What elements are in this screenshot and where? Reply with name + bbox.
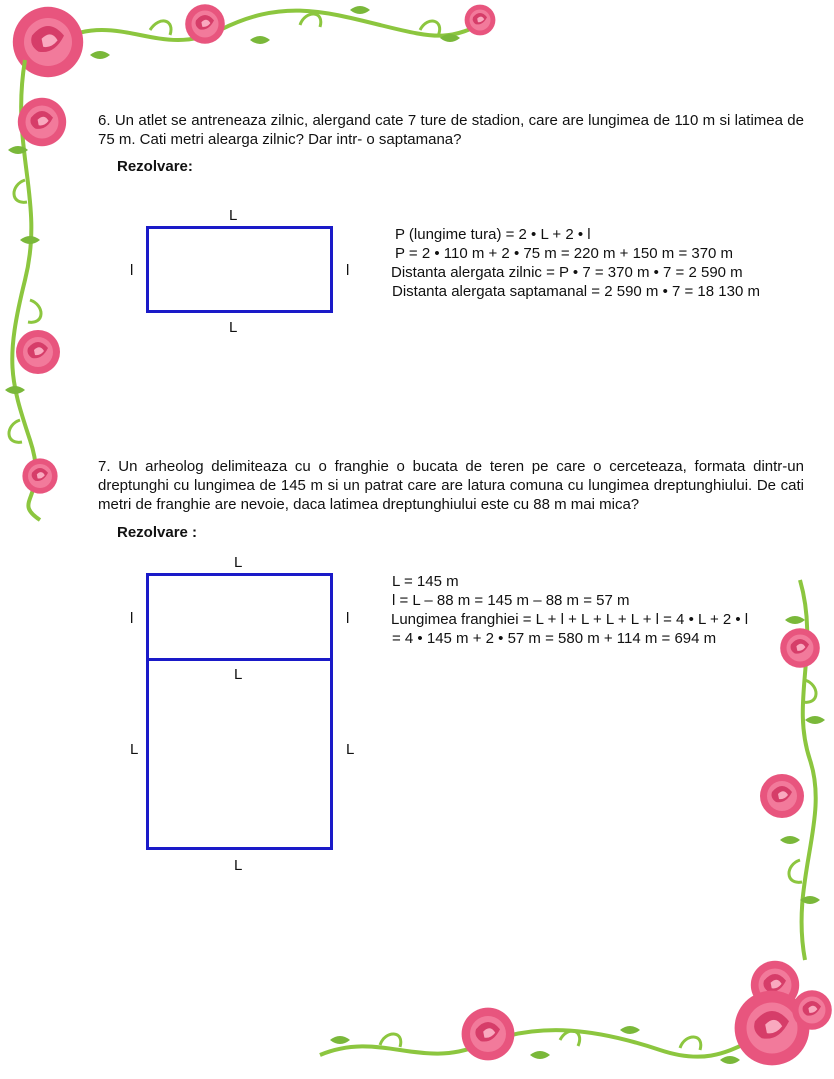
problem-6-solution-line-2: P = 2 • 110 m + 2 • 75 m = 220 m + 150 m = 370 m xyxy=(395,245,734,262)
problem-7-solution-line-4: = 4 • 145 m + 2 • 57 m = 580 m + 114 m = 694 m xyxy=(392,630,717,647)
problem-6-solution-line-1: P (lungime tura) = 2 • L + 2 • l xyxy=(395,226,591,243)
problem-7-label-square-right: L xyxy=(346,741,355,758)
problem-6-heading: Rezolvare: xyxy=(117,158,193,175)
problem-7-solution-line-1: L = 145 m xyxy=(392,573,459,590)
problem-6-solution-line-3: Distanta alergata zilnic = P • 7 = 370 m • 7 = 2 590 m xyxy=(391,264,743,281)
problem-7-label-top: L xyxy=(234,554,243,571)
problem-6-label-top: L xyxy=(229,207,238,224)
problem-7-label-rect-right: l xyxy=(346,610,350,627)
problem-6-label-right: l xyxy=(346,262,350,279)
problem-6-label-left: l xyxy=(130,262,134,279)
problem-6-rectangle xyxy=(146,226,333,313)
problem-7-rectangle xyxy=(146,573,333,661)
problem-7-solution-line-2: l = L – 88 m = 145 m – 88 m = 57 m xyxy=(392,592,630,609)
problem-6-solution-line-4: Distanta alergata saptamanal = 2 590 m • 7 = 18 130 m xyxy=(392,283,760,300)
problem-7-square xyxy=(146,658,333,850)
problem-7-label-square-left: L xyxy=(130,741,139,758)
problem-7-solution-line-3: Lungimea franghiei = L + l + L + L + L + l = 4 • L + 2 • l xyxy=(391,611,749,628)
problem-7-heading: Rezolvare : xyxy=(117,524,198,541)
problem-6-label-bottom: L xyxy=(229,319,238,336)
problem-7-label-middle: L xyxy=(234,666,243,683)
problem-6-text: 6. Un atlet se antreneaza zilnic, alergand cate 7 ture de stadion, care are lungimea de 110 m si latimea de 75 m. Cati metri alearga zilnic? Dar intr- o saptamana? xyxy=(98,112,804,148)
problem-7-label-bottom: L xyxy=(234,857,243,874)
problem-7-label-rect-left: l xyxy=(130,610,134,627)
problem-7-text: 7. Un arheolog delimiteaza cu o franghie o bucata de teren pe care o cerceteaza, formata dintr-un dreptunghi cu lungimea de 145 m si un patrat care are latura comuna cu lungimea dreptunghiului. De cati metri de franghie are nevoie, daca latimea dreptunghiului este cu 88 m mai mica? xyxy=(98,458,804,513)
